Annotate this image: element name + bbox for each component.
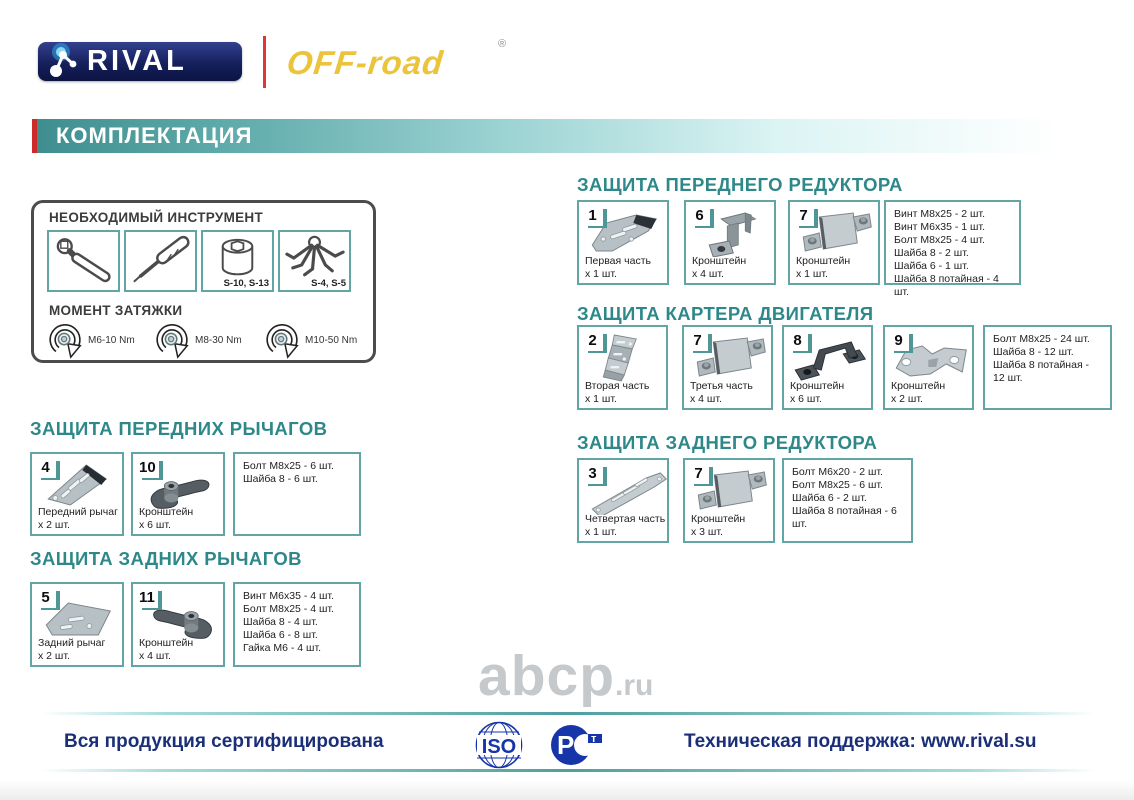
part-cell-10 — [131, 452, 225, 536]
hardware-box-front-arms — [233, 452, 361, 536]
hardware-line: Шайба 6 - 1 шт. — [894, 260, 969, 272]
section-title-engine: ЗАЩИТА КАРТЕРА ДВИГАТЕЛЯ — [577, 303, 874, 324]
part-number-badge: 7 — [793, 205, 814, 226]
torque-arrow-icon — [264, 321, 302, 359]
part-name: Кронштейн — [796, 255, 851, 267]
offroad-logo-text: OFF-road — [285, 44, 446, 81]
hardware-line: Гайка М6 - 4 шт. — [243, 642, 322, 654]
part-name: Кронштейн — [691, 513, 746, 525]
tool-cell-socket — [201, 230, 274, 292]
part-qty: x 6 шт. — [790, 392, 822, 405]
part-number-badge: 7 — [688, 463, 709, 484]
part-qty: x 1 шт. — [585, 525, 617, 538]
part-cell-11 — [131, 582, 225, 667]
hardware-line: Шайба 8 - 2 шт. — [894, 247, 969, 259]
part-qty: x 6 шт. — [139, 518, 171, 531]
watermark-suffix: .ru — [615, 669, 654, 702]
part-name: Кронштейн — [692, 255, 747, 267]
part-cell-6 — [684, 200, 776, 285]
brand-divider — [263, 36, 266, 88]
hex-size-label: S-4, S-5 — [311, 278, 346, 289]
part-qty: x 2 шт. — [38, 518, 70, 531]
ratchet-icon — [49, 232, 118, 290]
hardware-line: Винт М6х35 - 1 шт. — [894, 221, 985, 233]
required-tools-box — [31, 200, 376, 363]
socket-size-label: S-10, S-13 — [223, 278, 269, 289]
part-cell-7c — [683, 458, 775, 543]
part-name: Четвертая часть — [585, 513, 666, 525]
part-cell-9 — [883, 325, 974, 410]
part-name: Кронштейн — [891, 380, 946, 392]
hardware-line: Болт М8х25 - 6 шт. — [792, 479, 883, 491]
hardware-line: Винт М8х25 - 2 шт. — [894, 208, 985, 220]
molecule-icon — [44, 43, 84, 81]
part-number-badge: 2 — [582, 330, 603, 351]
rostest-letter-t: т — [591, 733, 597, 745]
torque-item-m8 — [154, 321, 242, 359]
part-cell-1 — [577, 200, 669, 285]
rival-logo-text: RIVAL — [87, 45, 187, 77]
part-qty: x 4 шт. — [692, 267, 724, 280]
part-qty: x 2 шт. — [891, 392, 923, 405]
torque-item-m10 — [264, 321, 357, 359]
rival-logo — [38, 42, 242, 81]
title-red-accent — [32, 119, 37, 153]
part-qty: x 4 шт. — [139, 649, 171, 662]
part-number-badge: 8 — [787, 330, 808, 351]
torque-title: МОМЕНТ ЗАТЯЖКИ — [49, 303, 183, 318]
part-name: Третья часть — [690, 380, 753, 392]
part-cell-8 — [782, 325, 873, 410]
torque-arrow-icon — [154, 321, 192, 359]
part-number-badge: 4 — [35, 457, 56, 478]
rostest-letter-r: Р — [557, 730, 575, 760]
part-number-badge: 6 — [689, 205, 710, 226]
hardware-line: Шайба 8 потайная - 6 шт. — [792, 505, 897, 530]
hardware-line: Шайба 8 потайная - 4 шт. — [894, 273, 999, 298]
part-cell-7 — [788, 200, 880, 285]
torque-value-m6: M6-10 Nm — [88, 334, 135, 346]
iso-logo-text: ISO — [481, 736, 517, 758]
abcp-watermark — [478, 644, 654, 708]
hardware-line: Шайба 8 потайная - 12 шт. — [993, 359, 1090, 384]
part-cell-2 — [577, 325, 668, 410]
part-number-badge: 10 — [136, 457, 159, 478]
section-title-front-arms: ЗАЩИТА ПЕРЕДНИХ РЫЧАГОВ — [30, 418, 328, 439]
footer-top-rule — [40, 712, 1095, 715]
part-number-badge: 5 — [35, 587, 56, 608]
part-qty: x 2 шт. — [38, 649, 70, 662]
watermark-text: abcp — [478, 644, 616, 708]
hardware-line: Шайба 6 - 2 шт. — [792, 492, 867, 504]
part-number-badge: 3 — [582, 463, 603, 484]
page-title: КОМПЛЕКТАЦИЯ — [56, 123, 253, 148]
part-name: Передний рычаг — [38, 506, 118, 518]
part-cell-5 — [30, 582, 124, 667]
page-title-bar — [32, 119, 1102, 153]
part-cell-4 — [30, 452, 124, 536]
torque-value-m8: M8-30 Nm — [195, 334, 242, 346]
tool-cell-screwdriver — [124, 230, 197, 292]
bottom-edge-strip — [0, 780, 1134, 800]
part-number-badge: 11 — [136, 587, 158, 608]
part-number-badge: 1 — [582, 205, 603, 226]
hardware-line: Шайба 8 - 4 шт. — [243, 616, 318, 628]
torque-item-m6 — [47, 321, 135, 359]
tool-cell-ratchet — [47, 230, 120, 292]
part-cell-3 — [577, 458, 669, 543]
part-name: Первая часть — [585, 255, 651, 267]
tools-title: НЕОБХОДИМЫЙ ИНСТРУМЕНТ — [49, 210, 264, 225]
part-qty: x 1 шт. — [796, 267, 828, 280]
iso-logo — [474, 720, 524, 770]
registered-trademark-mark: ® — [498, 38, 507, 50]
part-name: Кронштейн — [139, 637, 194, 649]
part-number-badge: 9 — [888, 330, 909, 351]
certified-text: Вся продукция сертифицирована — [64, 731, 384, 752]
hardware-line: Болт М8х25 - 6 шт. — [243, 460, 334, 472]
footer-bottom-rule — [40, 769, 1095, 772]
hardware-line: Шайба 8 - 6 шт. — [243, 473, 318, 485]
hardware-line: Болт М8х25 - 24 шт. — [993, 333, 1090, 345]
screwdriver-icon — [126, 232, 195, 290]
hardware-line: Болт М8х25 - 4 шт. — [243, 603, 334, 615]
hardware-box-engine — [983, 325, 1112, 410]
support-text: Техническая поддержка: www.rival.su — [684, 731, 1037, 752]
section-title-front-reductor: ЗАЩИТА ПЕРЕДНЕГО РЕДУКТОРА — [577, 174, 903, 195]
part-cell-7b — [682, 325, 773, 410]
part-number-badge: 7 — [687, 330, 708, 351]
hardware-line: Шайба 6 - 8 шт. — [243, 629, 318, 641]
hardware-box-front-reductor — [884, 200, 1021, 298]
part-qty: x 4 шт. — [690, 392, 722, 405]
hardware-line: Винт М6х35 - 4 шт. — [243, 590, 334, 602]
hardware-line: Болт М8х25 - 4 шт. — [894, 234, 985, 246]
hardware-line: Шайба 8 - 12 шт. — [993, 346, 1074, 358]
torque-arrow-icon — [47, 321, 85, 359]
rostest-logo — [548, 720, 606, 770]
hardware-box-rear-reductor — [782, 458, 913, 543]
part-qty: x 3 шт. — [691, 525, 723, 538]
section-title-rear-reductor: ЗАЩИТА ЗАДНЕГО РЕДУКТОРА — [577, 432, 878, 453]
hardware-line: Болт М6х20 - 2 шт. — [792, 466, 883, 478]
part-qty: x 1 шт. — [585, 267, 617, 280]
part-name: Кронштейн — [790, 380, 845, 392]
tool-cell-hex-keys — [278, 230, 351, 292]
section-title-rear-arms: ЗАЩИТА ЗАДНИХ РЫЧАГОВ — [30, 548, 302, 569]
hardware-box-rear-arms — [233, 582, 361, 667]
part-name: Вторая часть — [585, 380, 650, 392]
torque-value-m10: M10-50 Nm — [305, 334, 358, 346]
part-name: Задний рычаг — [38, 637, 106, 649]
part-qty: x 1 шт. — [585, 392, 617, 405]
part-name: Кронштейн — [139, 506, 194, 518]
